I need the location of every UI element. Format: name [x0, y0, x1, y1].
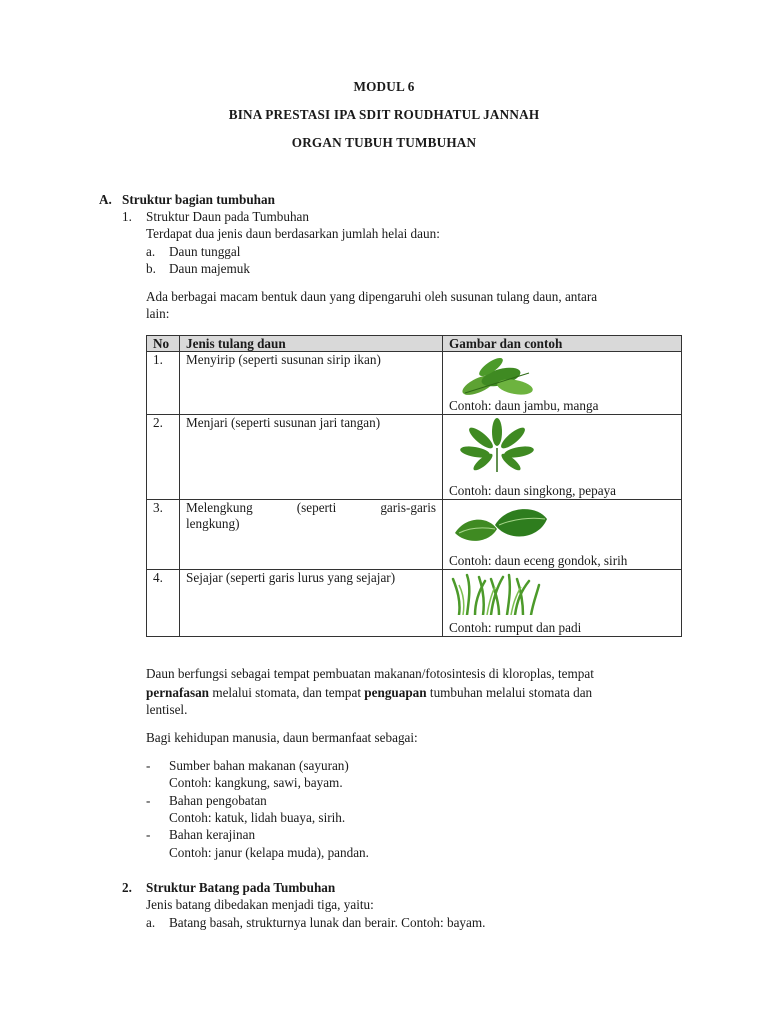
item2-intro: Jenis batang dibedakan menjadi tiga, yaitu:	[146, 897, 374, 912]
row-example: Contoh: daun eceng gondok, sirih	[449, 553, 628, 568]
benefit-intro: Bagi kehidupan manusia, daun bermanfaat sebagai:	[146, 730, 418, 745]
shape-para-line2: lain:	[146, 306, 170, 321]
row-example: Contoh: daun singkong, pepaya	[449, 483, 617, 498]
row-example: Contoh: rumput dan padi	[449, 620, 582, 635]
item2-a-mark: a.	[146, 915, 156, 930]
row-jenis-line1: Melengkung (seperti garis-garis	[186, 500, 436, 515]
leaf-venation-table	[146, 335, 682, 637]
topic-title: ORGAN TUBUH TUMBUHAN	[291, 135, 477, 150]
row-image-cell	[443, 500, 682, 570]
row-number: 1.	[147, 352, 180, 415]
row-jenis: Menjari (seperti susunan jari tangan)	[180, 415, 443, 500]
grass-parallel-icon	[451, 573, 541, 615]
type-b-mark: b.	[146, 261, 156, 276]
function-para-line3: lentisel.	[146, 702, 188, 717]
benefit-example: Contoh: kangkung, sawi, bayam.	[169, 775, 343, 790]
row-jenis: Sejajar (seperti garis lurus yang sejajar)	[180, 570, 443, 637]
table-row	[147, 500, 682, 570]
section-a-title: Struktur bagian tumbuhan	[122, 192, 275, 207]
row-jenis	[180, 500, 443, 570]
benefit-dash: -	[146, 758, 151, 773]
header-jenis: Jenis tulang daun	[180, 336, 443, 352]
section-a-label: A.	[99, 192, 112, 207]
item1-title: Struktur Daun pada Tumbuhan	[146, 209, 310, 224]
leaf-palmate-icon	[451, 418, 543, 474]
row-image-cell	[443, 570, 682, 637]
header-no: No	[147, 336, 180, 352]
table-row	[147, 415, 682, 500]
type-a-text: Daun tunggal	[169, 244, 241, 259]
table-header-row	[147, 336, 682, 352]
function-para-mid: melalui stomata, dan tempat	[209, 685, 365, 700]
benefit-title: Bahan kerajinan	[169, 827, 256, 842]
benefit-title: Sumber bahan makanan (sayuran)	[169, 758, 349, 773]
row-jenis: Menyirip (seperti susunan sirip ikan)	[180, 352, 443, 415]
table-row	[147, 570, 682, 637]
benefit-dash: -	[146, 793, 151, 808]
item1-number: 1.	[122, 209, 132, 224]
row-number: 4.	[147, 570, 180, 637]
row-example: Contoh: daun jambu, manga	[449, 398, 599, 413]
table-row	[147, 352, 682, 415]
benefit-example: Contoh: janur (kelapa muda), pandan.	[169, 845, 369, 860]
item2-number: 2.	[122, 880, 132, 895]
function-para-line1: Daun berfungsi sebagai tempat pembuatan makanan/fotosintesis di kloroplas, tempat	[146, 666, 594, 681]
row-number: 3.	[147, 500, 180, 570]
shape-para-line1: Ada berbagai macam bentuk daun yang dipengaruhi oleh susunan tulang daun, antara	[146, 289, 598, 304]
term-pernafasan: pernafasan	[146, 685, 210, 700]
item2-title: Struktur Batang pada Tumbuhan	[146, 880, 336, 895]
leaf-pinnate-icon	[451, 355, 541, 399]
school-title: BINA PRESTASI IPA SDIT ROUDHATUL JANNAH	[228, 107, 540, 122]
item2-a-text: Batang basah, strukturnya lunak dan berair. Contoh: bayam.	[169, 915, 486, 930]
benefit-title: Bahan pengobatan	[169, 793, 267, 808]
row-number: 2.	[147, 415, 180, 500]
term-penguapan: penguapan	[364, 685, 427, 700]
benefit-example: Contoh: katuk, lidah buaya, sirih.	[169, 810, 346, 825]
function-para-end: tumbuhan melalui stomata dan	[426, 685, 593, 700]
row-image-cell	[443, 415, 682, 500]
header-gambar: Gambar dan contoh	[443, 336, 682, 352]
type-a-mark: a.	[146, 244, 156, 259]
function-para-line2	[146, 685, 592, 701]
leaf-curved-icon	[451, 503, 551, 547]
module-title: MODUL 6	[353, 79, 415, 94]
benefit-dash: -	[146, 827, 151, 842]
row-jenis-line2: lengkung)	[186, 516, 240, 531]
item1-intro: Terdapat dua jenis daun berdasarkan jumlah helai daun:	[146, 226, 440, 241]
type-b-text: Daun majemuk	[169, 261, 250, 276]
row-image-cell	[443, 352, 682, 415]
